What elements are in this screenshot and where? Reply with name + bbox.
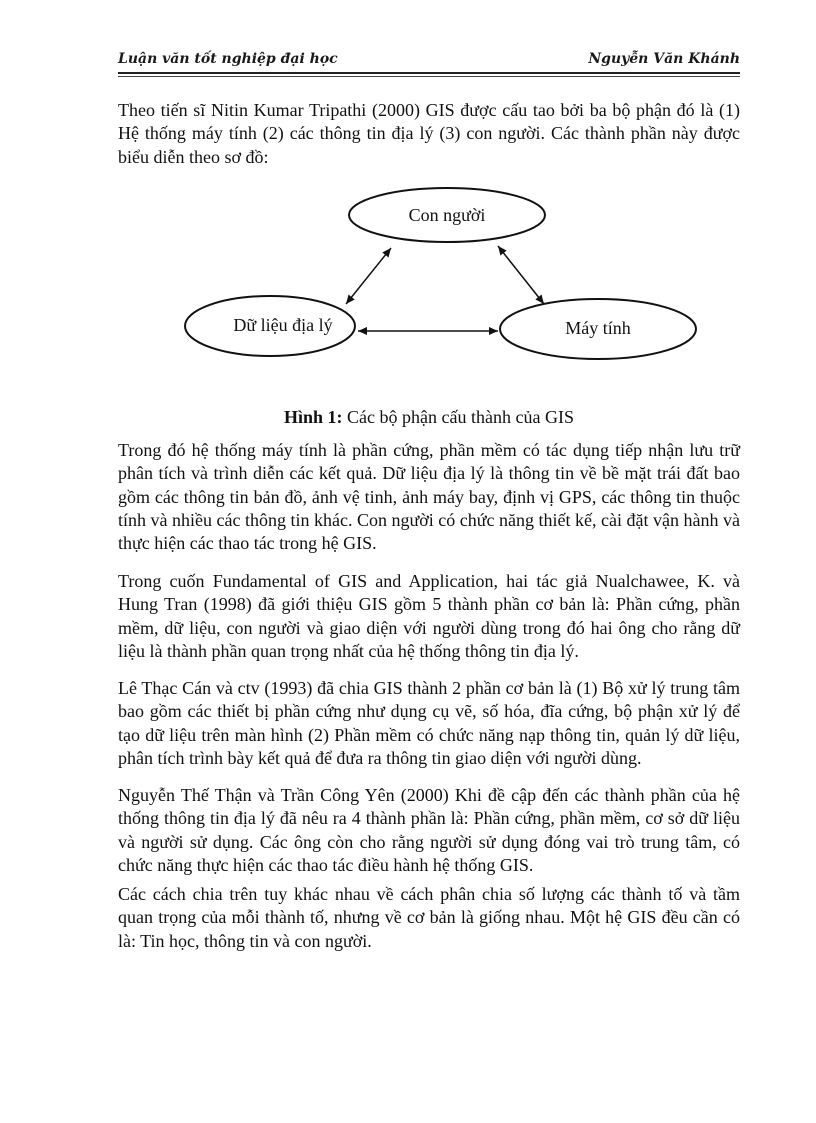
- header-rule-thick: [118, 72, 740, 74]
- caption-label: Hình 1:: [284, 407, 343, 427]
- body-paragraph: Lê Thạc Cán và ctv (1993) đã chia GIS thành 2 phần cơ bản là (1) Bộ xử lý trung tâm bao gồm các thiết bị phần cứng như dụng cụ vẽ, số hóa, đĩa cứng, bộ phận xử lý để tạo dữ liệu trên màn hình (2) Phần mềm có chức năng nạp thông tin, quản lý dữ liệu, phân tích trình bày kết quả để đưa ra thông tin giao diện với người dùng.: [118, 678, 740, 768]
- body-paragraph: Trong cuốn Fundamental of GIS and Application, hai tác giả Nualchawee, K. và Hung Tran (1998) đã giới thiệu GIS gồm 5 thành phần cơ bản là: Phần cứng, phần mềm, dữ liệu, con người và giao diện với người dùng trong đó hai ông cho rằng dữ liệu là thành phần quan trọng nhất của hệ thống thông tin địa lý.: [118, 571, 740, 661]
- caption-text: Các bộ phận cấu thành của GIS: [342, 407, 574, 427]
- node-top-label: Con người: [408, 205, 486, 225]
- page-header: [118, 49, 740, 71]
- body-paragraph: Các cách chia trên tuy khác nhau về cách phân chia số lượng các thành tố và tầm quan trọng của mỗi thành tố, nhưng về cơ bản là giống nhau. Một hệ GIS đều cần có là: Tin học, thông tin và con người.: [118, 884, 740, 951]
- arrow-top-left: [346, 248, 391, 304]
- body-paragraph: Trong đó hệ thống máy tính là phần cứng, phần mềm có tác dụng tiếp nhận lưu trữ phân tích và trình diễn các kết quả. Dữ liệu địa lý là thông tin về bề mặt trái đất bao gồm các thông tin bản đồ, ảnh vệ tinh, ảnh máy bay, định vị GPS, các thông tin thuộc tính và nhiều các thông tin khác. Con người có chức năng thiết kế, cài đặt vận hành và thực hiện các thao tác trong hệ GIS.: [118, 440, 740, 554]
- header-author: Nguyễn Văn Khánh: [588, 51, 740, 67]
- intro-paragraph: Theo tiến sĩ Nitin Kumar Tripathi (2000) GIS được cấu tao bởi ba bộ phận đó là (1) Hệ thống máy tính (2) các thông tin địa lý (3) con người. Các thành phần này được biểu diễn theo sơ đồ:: [118, 100, 740, 167]
- figure-caption: [118, 406, 740, 429]
- gis-components-diagram: [0, 186, 816, 376]
- arrow-top-right: [498, 246, 544, 304]
- body-paragraph: Nguyễn Thế Thận và Trần Công Yên (2000) Khi đề cập đến các thành phần của hệ thống thông tin địa lý đã nêu ra 4 thành phần là: Phần cứng, phần mềm, cơ sở dữ liệu và người sử dụng. Các ông còn cho rằng người sử dụng đóng vai trò trung tâm, có chức năng thực hiện các thao tác điều hành hệ thống GIS.: [118, 785, 740, 875]
- header-rule-thin: [118, 76, 740, 77]
- header-thesis-title: Luận văn tốt nghiệp đại học: [118, 51, 338, 67]
- node-right-label: Máy tính: [565, 318, 631, 338]
- node-left-label: Dữ liệu địa lý: [233, 315, 333, 335]
